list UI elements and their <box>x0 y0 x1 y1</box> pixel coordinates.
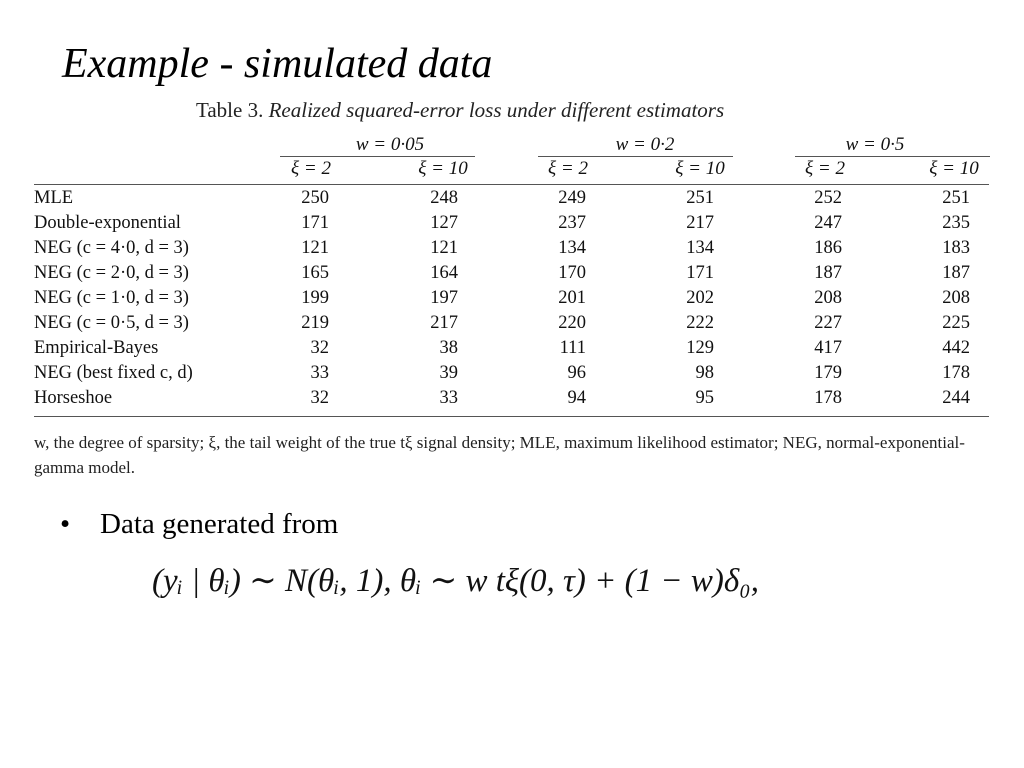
table-row-neg-c1 <box>0 288 1024 313</box>
model-formula: (yᵢ | θᵢ) ∼ N(θᵢ, 1), θᵢ ∼ w tξ(0, τ) + (1 − w)δ₀, <box>152 563 759 599</box>
group-rule-2 <box>538 156 733 157</box>
table-cell: 199 <box>301 288 329 308</box>
table-cell: 127 <box>430 213 458 233</box>
table-cell: 32 <box>310 388 329 408</box>
col-header-xi-10-b: ξ = 10 <box>675 158 725 179</box>
bullet-text: Data generated from <box>100 508 339 540</box>
table-cell: 121 <box>430 238 458 258</box>
table-row-neg-c2 <box>0 263 1024 288</box>
table-row-neg-best-fixed <box>0 363 1024 388</box>
col-header-xi-10-a: ξ = 10 <box>418 158 468 179</box>
table-cell: 417 <box>814 338 842 358</box>
col-header-xi-2-c: ξ = 2 <box>805 158 845 179</box>
table-row-horseshoe <box>0 388 1024 413</box>
table-cell: 111 <box>559 338 586 358</box>
table-cell: 201 <box>558 288 586 308</box>
group-rule-1 <box>280 156 475 157</box>
row-label: NEG (c = 0·5, d = 3) <box>34 313 189 333</box>
table-cell: 164 <box>430 263 458 283</box>
group-header-w-005: w = 0·05 <box>355 134 425 155</box>
row-label: Empirical-Bayes <box>34 338 159 358</box>
table-caption-label: Table 3. <box>196 98 264 122</box>
table-row-empirical-bayes <box>0 338 1024 363</box>
table-cell: 134 <box>686 238 714 258</box>
table-cell: 33 <box>310 363 329 383</box>
table-cell: 134 <box>558 238 586 258</box>
row-label: NEG (c = 1·0, d = 3) <box>34 288 189 308</box>
group-header-w-02: w = 0·2 <box>615 134 675 155</box>
table-cell: 237 <box>558 213 586 233</box>
group-header-w-05: w = 0·5 <box>845 134 905 155</box>
bullet-marker: • <box>60 508 71 540</box>
table-cell: 251 <box>686 188 714 208</box>
table-cell: 121 <box>301 238 329 258</box>
table-cell: 187 <box>814 263 842 283</box>
table-row-mle <box>0 188 1024 213</box>
table-cell: 96 <box>567 363 586 383</box>
table-cell: 249 <box>558 188 586 208</box>
row-label: NEG (c = 2·0, d = 3) <box>34 263 189 283</box>
table-row-neg-c4 <box>0 238 1024 263</box>
row-label: Horseshoe <box>34 388 113 408</box>
table-row-neg-c05 <box>0 313 1024 338</box>
row-label: NEG (best fixed c, d) <box>34 363 193 383</box>
footer-rule <box>34 416 989 417</box>
table-cell: 227 <box>814 313 842 333</box>
table-cell: 251 <box>942 188 970 208</box>
table-cell: 178 <box>942 363 970 383</box>
table-cell: 179 <box>814 363 842 383</box>
table-cell: 222 <box>686 313 714 333</box>
bullet-item <box>60 508 338 541</box>
table-body <box>0 188 1024 413</box>
table-caption <box>196 98 724 123</box>
table-cell: 95 <box>695 388 714 408</box>
table-cell: 252 <box>814 188 842 208</box>
table-cell: 171 <box>301 213 329 233</box>
table-cell: 217 <box>430 313 458 333</box>
table-cell: 208 <box>942 288 970 308</box>
table-cell: 202 <box>686 288 714 308</box>
table-cell: 165 <box>301 263 329 283</box>
table-row-double-exponential <box>0 213 1024 238</box>
table-cell: 219 <box>301 313 329 333</box>
table-cell: 39 <box>439 363 458 383</box>
table-cell: 244 <box>942 388 970 408</box>
table-cell: 217 <box>686 213 714 233</box>
row-label: Double-exponential <box>34 213 181 233</box>
col-header-xi-2-a: ξ = 2 <box>291 158 331 179</box>
table-cell: 225 <box>942 313 970 333</box>
table-cell: 187 <box>942 263 970 283</box>
table-cell: 129 <box>686 338 714 358</box>
table-cell: 33 <box>439 388 458 408</box>
table-cell: 94 <box>567 388 586 408</box>
table-cell: 442 <box>942 338 970 358</box>
table-footnote: w, the degree of sparsity; ξ, the tail weight of the true tξ signal density; MLE, maximum likelihood estimator; NEG, normal-exponential-gamma model. <box>34 433 965 477</box>
table-cell: 247 <box>814 213 842 233</box>
table-cell: 171 <box>686 263 714 283</box>
table-cell: 250 <box>301 188 329 208</box>
table-cell: 186 <box>814 238 842 258</box>
group-rule-3 <box>795 156 990 157</box>
table-cell: 178 <box>814 388 842 408</box>
row-label: NEG (c = 4·0, d = 3) <box>34 238 189 258</box>
table-cell: 235 <box>942 213 970 233</box>
table-cell: 32 <box>310 338 329 358</box>
table-cell: 197 <box>430 288 458 308</box>
table-caption-text: Realized squared-error loss under different estimators <box>268 98 725 122</box>
table-cell: 183 <box>942 238 970 258</box>
table-cell: 38 <box>439 338 458 358</box>
slide-title: Example - simulated data <box>62 41 493 87</box>
row-label: MLE <box>34 188 74 208</box>
table-cell: 248 <box>430 188 458 208</box>
table-cell: 170 <box>558 263 586 283</box>
table-cell: 98 <box>695 363 714 383</box>
table-cell: 220 <box>558 313 586 333</box>
col-header-xi-10-c: ξ = 10 <box>929 158 979 179</box>
table-cell: 208 <box>814 288 842 308</box>
header-rule <box>34 184 989 185</box>
col-header-xi-2-b: ξ = 2 <box>548 158 588 179</box>
